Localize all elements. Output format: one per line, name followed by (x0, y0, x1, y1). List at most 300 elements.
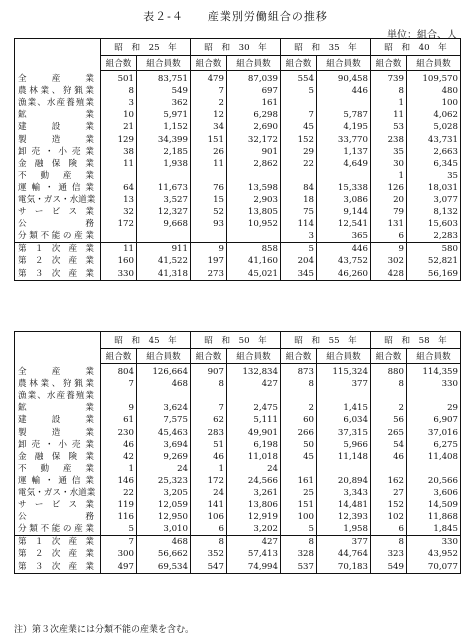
members-cell: 12,059 (137, 499, 191, 511)
members-cell: 1,938 (137, 158, 191, 170)
unions-cell: 230 (101, 426, 137, 438)
unions-cell: 302 (371, 255, 407, 267)
row-label: 製 造 業 (15, 133, 101, 145)
members-cell: 2,283 (407, 230, 461, 243)
unions-cell: 9 (101, 402, 137, 414)
members-cell: 12,919 (227, 511, 281, 523)
members-cell: 3,694 (137, 439, 191, 451)
members-cell: 34,399 (137, 133, 191, 145)
members-cell: 3,077 (407, 194, 461, 206)
unions-cell (191, 390, 227, 402)
unions-cell: 6 (191, 523, 227, 536)
unions-cell: 54 (371, 439, 407, 451)
members-cell: 697 (227, 85, 281, 97)
members-cell: 69,534 (137, 561, 191, 574)
members-cell: 6,198 (227, 439, 281, 451)
unions-cell (371, 390, 407, 402)
members-column-header: 組合員数 (407, 56, 461, 71)
table-row (15, 414, 461, 426)
members-cell (227, 230, 281, 243)
unions-cell: 46 (371, 451, 407, 463)
row-label: 建 設 業 (15, 121, 101, 133)
unions-cell: 330 (101, 268, 137, 281)
table-row (15, 487, 461, 499)
unions-cell: 8 (371, 378, 407, 390)
row-label: 不動産業 (15, 170, 101, 182)
members-column-header: 組合員数 (317, 56, 371, 71)
unions-cell: 11 (371, 109, 407, 121)
members-cell: 14,509 (407, 499, 461, 511)
members-cell: 549 (137, 85, 191, 97)
members-cell: 37,315 (317, 426, 371, 438)
members-column-header: 組合員数 (227, 56, 281, 71)
table-row (15, 243, 461, 256)
unions-cell: 152 (281, 133, 317, 145)
unions-cell: 5 (101, 523, 137, 536)
members-cell: 6,034 (317, 414, 371, 426)
table-row (15, 561, 461, 574)
members-cell: 57,413 (227, 548, 281, 560)
unions-cell: 45 (281, 121, 317, 133)
members-cell: 2,663 (407, 146, 461, 158)
members-cell: 56,662 (137, 548, 191, 560)
members-cell: 3,606 (407, 487, 461, 499)
row-label: 電気・ガス・水道業 (15, 487, 101, 499)
row-label: 卸売・小売業 (15, 146, 101, 158)
members-column-header: 組合員数 (317, 349, 371, 364)
unions-cell: 119 (101, 499, 137, 511)
unions-cell: 537 (281, 561, 317, 574)
row-label: 電気・ガス・水道業 (15, 194, 101, 206)
unions-column-header: 組合数 (281, 349, 317, 364)
members-cell: 70,183 (317, 561, 371, 574)
members-cell: 12,393 (317, 511, 371, 523)
members-cell: 45,463 (137, 426, 191, 438)
members-cell: 377 (317, 378, 371, 390)
row-label: 金融保険業 (15, 158, 101, 170)
unions-cell: 21 (101, 121, 137, 133)
data-table-upper (14, 38, 461, 281)
unions-cell: 30 (371, 158, 407, 170)
unions-cell: 345 (281, 268, 317, 281)
members-cell: 3,205 (137, 487, 191, 499)
row-label: 製 造 業 (15, 426, 101, 438)
members-cell: 1,415 (317, 402, 371, 414)
unions-cell: 323 (371, 548, 407, 560)
members-cell: 11,148 (317, 451, 371, 463)
unions-cell: 2 (191, 97, 227, 109)
unions-cell: 266 (281, 426, 317, 438)
row-label: 第２次産業 (15, 255, 101, 267)
members-cell: 2,185 (137, 146, 191, 158)
members-cell: 70,077 (407, 561, 461, 574)
period-header: 昭 和 45 年 (101, 332, 191, 349)
unions-cell: 547 (191, 561, 227, 574)
unions-cell: 1 (191, 463, 227, 475)
table-row (15, 170, 461, 182)
members-cell: 13,806 (227, 499, 281, 511)
table-row (15, 71, 461, 86)
unions-cell: 273 (191, 268, 227, 281)
unions-cell: 12 (191, 109, 227, 121)
members-cell: 25,323 (137, 475, 191, 487)
row-label: 全 産 業 (15, 364, 101, 379)
members-cell: 4,195 (317, 121, 371, 133)
unions-cell: 880 (371, 364, 407, 379)
row-label: 第３次産業 (15, 268, 101, 281)
table-row (15, 523, 461, 536)
unions-cell: 131 (371, 218, 407, 230)
row-label: サービス業 (15, 206, 101, 218)
members-cell: 5,111 (227, 414, 281, 426)
members-cell: 4,649 (317, 158, 371, 170)
members-cell: 24 (227, 463, 281, 475)
unions-cell: 238 (371, 133, 407, 145)
row-label: 鉱 業 (15, 109, 101, 121)
unions-cell: 3 (281, 230, 317, 243)
members-cell: 362 (137, 97, 191, 109)
members-cell: 45,021 (227, 268, 281, 281)
unions-cell: 45 (281, 451, 317, 463)
members-cell: 12,541 (317, 218, 371, 230)
unions-column-header: 組合数 (191, 56, 227, 71)
unions-cell: 300 (101, 548, 137, 560)
unions-cell: 873 (281, 364, 317, 379)
members-cell: 24,566 (227, 475, 281, 487)
members-cell: 2,690 (227, 121, 281, 133)
period-header: 昭 和 55 年 (281, 332, 371, 349)
unions-cell: 328 (281, 548, 317, 560)
unions-cell: 265 (371, 426, 407, 438)
members-cell: 43,731 (407, 133, 461, 145)
table-row (15, 390, 461, 402)
unions-cell: 38 (101, 146, 137, 158)
unions-cell: 102 (371, 511, 407, 523)
members-cell: 468 (137, 536, 191, 549)
unions-cell: 32 (101, 206, 137, 218)
unions-cell: 8 (371, 536, 407, 549)
unions-cell (281, 390, 317, 402)
unions-cell (191, 230, 227, 243)
row-label: 不動産業 (15, 463, 101, 475)
unit-label: 単位：組合、人 (387, 30, 457, 41)
members-cell: 330 (407, 536, 461, 549)
row-label: 公 務 (15, 511, 101, 523)
members-cell: 12,950 (137, 511, 191, 523)
unions-cell: 10 (101, 109, 137, 121)
members-cell: 32,172 (227, 133, 281, 145)
members-cell: 161 (227, 97, 281, 109)
row-label: 運輸・通信業 (15, 182, 101, 194)
unions-column-header: 組合数 (371, 349, 407, 364)
members-cell: 43,752 (317, 255, 371, 267)
members-cell: 49,901 (227, 426, 281, 438)
row-label: 第２次産業 (15, 548, 101, 560)
unions-cell: 146 (101, 475, 137, 487)
members-cell: 3,202 (227, 523, 281, 536)
members-cell: 56,169 (407, 268, 461, 281)
members-column-header: 組合員数 (407, 349, 461, 364)
unions-cell (281, 97, 317, 109)
members-cell (317, 170, 371, 182)
unions-cell: 64 (101, 182, 137, 194)
row-label: 鉱 業 (15, 402, 101, 414)
unions-cell: 141 (191, 499, 227, 511)
row-label: 農林業、狩猟業 (15, 85, 101, 97)
members-cell: 365 (317, 230, 371, 243)
unions-cell: 204 (281, 255, 317, 267)
unions-cell: 497 (101, 561, 137, 574)
members-cell (407, 390, 461, 402)
unions-cell: 151 (191, 133, 227, 145)
unions-cell: 8 (371, 85, 407, 97)
members-cell: 6,275 (407, 439, 461, 451)
unions-cell: 1 (371, 170, 407, 182)
members-cell: 2,862 (227, 158, 281, 170)
members-cell: 20,894 (317, 475, 371, 487)
unions-cell: 11 (191, 158, 227, 170)
members-cell: 580 (407, 243, 461, 256)
unions-cell: 20 (371, 194, 407, 206)
unions-cell: 11 (101, 243, 137, 256)
members-cell: 24 (137, 463, 191, 475)
unions-cell: 9 (371, 243, 407, 256)
unions-cell (371, 463, 407, 475)
header-corner (15, 39, 101, 71)
unions-cell (191, 170, 227, 182)
unions-cell: 5 (281, 243, 317, 256)
table-row (15, 475, 461, 487)
unions-cell (281, 170, 317, 182)
members-cell: 3,624 (137, 402, 191, 414)
members-cell: 44,764 (317, 548, 371, 560)
members-cell: 5,966 (317, 439, 371, 451)
members-cell: 29 (407, 402, 461, 414)
row-label: 分類不能の産業 (15, 230, 101, 243)
members-cell: 7,575 (137, 414, 191, 426)
row-label: 漁業、水産養殖業 (15, 97, 101, 109)
members-cell: 12,327 (137, 206, 191, 218)
members-cell (227, 390, 281, 402)
row-label: 運輸・通信業 (15, 475, 101, 487)
unions-cell: 8 (101, 85, 137, 97)
unions-cell: 907 (191, 364, 227, 379)
unions-cell (101, 390, 137, 402)
row-label: 漁業、水産養殖業 (15, 390, 101, 402)
members-column-header: 組合員数 (227, 349, 281, 364)
members-cell: 468 (137, 378, 191, 390)
members-cell: 10,952 (227, 218, 281, 230)
unions-cell: 549 (371, 561, 407, 574)
members-cell: 11,408 (407, 451, 461, 463)
members-cell: 5,028 (407, 121, 461, 133)
members-cell: 11,018 (227, 451, 281, 463)
members-cell: 41,160 (227, 255, 281, 267)
table-row (15, 97, 461, 109)
members-cell: 132,834 (227, 364, 281, 379)
unions-cell: 62 (191, 414, 227, 426)
unions-cell: 34 (191, 121, 227, 133)
unions-cell: 51 (191, 439, 227, 451)
unions-cell: 29 (281, 146, 317, 158)
period-header: 昭 和 58 年 (371, 332, 461, 349)
members-cell: 4,062 (407, 109, 461, 121)
period-header: 昭 和 25 年 (101, 39, 191, 56)
table-row (15, 85, 461, 97)
members-cell: 18,031 (407, 182, 461, 194)
unions-cell: 8 (281, 378, 317, 390)
members-cell: 2,475 (227, 402, 281, 414)
row-label: 第３次産業 (15, 561, 101, 574)
unions-cell: 114 (281, 218, 317, 230)
unions-cell: 7 (191, 85, 227, 97)
table-row (15, 206, 461, 218)
members-cell: 83,751 (137, 71, 191, 86)
table-row (15, 536, 461, 549)
table-row (15, 194, 461, 206)
unions-cell: 283 (191, 426, 227, 438)
unions-cell: 7 (101, 536, 137, 549)
unions-cell: 6 (371, 523, 407, 536)
table-row (15, 378, 461, 390)
unions-cell: 3 (101, 97, 137, 109)
unions-column-header: 組合数 (371, 56, 407, 71)
table-row (15, 146, 461, 158)
members-cell: 109,570 (407, 71, 461, 86)
table-row (15, 182, 461, 194)
members-cell (317, 97, 371, 109)
unions-cell: 52 (191, 206, 227, 218)
unions-cell: 129 (101, 133, 137, 145)
members-cell: 33,770 (317, 133, 371, 145)
unions-cell: 46 (101, 439, 137, 451)
unions-cell: 15 (191, 194, 227, 206)
unions-cell: 152 (371, 499, 407, 511)
members-column-header: 組合員数 (137, 349, 191, 364)
members-cell (317, 463, 371, 475)
row-label: 農林業、狩猟業 (15, 378, 101, 390)
members-cell: 15,603 (407, 218, 461, 230)
unions-cell: 501 (101, 71, 137, 86)
unions-cell: 50 (281, 439, 317, 451)
members-cell: 37,016 (407, 426, 461, 438)
unions-column-header: 組合数 (191, 349, 227, 364)
table-row (15, 463, 461, 475)
table-row (15, 511, 461, 523)
unions-cell: 352 (191, 548, 227, 560)
row-label: 公 務 (15, 218, 101, 230)
unions-cell: 160 (101, 255, 137, 267)
unions-cell: 84 (281, 182, 317, 194)
members-cell: 5,971 (137, 109, 191, 121)
members-cell: 100 (407, 97, 461, 109)
unions-column-header: 組合数 (101, 349, 137, 364)
row-label: 金融保険業 (15, 451, 101, 463)
period-header: 昭 和 30 年 (191, 39, 281, 56)
unions-cell: 22 (281, 158, 317, 170)
unions-cell: 100 (281, 511, 317, 523)
members-cell: 15,338 (317, 182, 371, 194)
unions-cell: 56 (371, 414, 407, 426)
members-cell: 5,787 (317, 109, 371, 121)
members-cell: 90,458 (317, 71, 371, 86)
table-row (15, 499, 461, 511)
members-cell: 1,137 (317, 146, 371, 158)
unions-cell: 804 (101, 364, 137, 379)
members-cell: 11,868 (407, 511, 461, 523)
unions-cell: 8 (191, 536, 227, 549)
members-cell: 9,269 (137, 451, 191, 463)
members-cell: 13,598 (227, 182, 281, 194)
members-cell: 330 (407, 378, 461, 390)
unions-cell: 106 (191, 511, 227, 523)
row-label: 卸売・小売業 (15, 439, 101, 451)
members-cell: 446 (317, 85, 371, 97)
members-cell: 858 (227, 243, 281, 256)
table-row (15, 109, 461, 121)
table-row (15, 218, 461, 230)
members-cell: 41,318 (137, 268, 191, 281)
members-cell: 427 (227, 536, 281, 549)
members-cell: 41,522 (137, 255, 191, 267)
members-cell: 74,994 (227, 561, 281, 574)
unions-cell: 35 (371, 146, 407, 158)
members-cell: 446 (317, 243, 371, 256)
unions-cell (101, 170, 137, 182)
members-cell: 8,132 (407, 206, 461, 218)
members-cell: 1,845 (407, 523, 461, 536)
members-cell: 115,324 (317, 364, 371, 379)
unions-column-header: 組合数 (101, 56, 137, 71)
unions-column-header: 組合数 (281, 56, 317, 71)
unions-cell: 24 (191, 487, 227, 499)
members-cell: 2,903 (227, 194, 281, 206)
row-label: 分類不能の産業 (15, 523, 101, 536)
members-cell: 6,907 (407, 414, 461, 426)
members-cell: 9,144 (317, 206, 371, 218)
unions-cell: 6 (371, 230, 407, 243)
members-cell: 3,527 (137, 194, 191, 206)
members-cell: 126,664 (137, 364, 191, 379)
header-corner (15, 332, 101, 364)
unions-cell: 1 (101, 463, 137, 475)
members-cell (137, 170, 191, 182)
row-label: サービス業 (15, 499, 101, 511)
unions-cell: 739 (371, 71, 407, 86)
table-row (15, 158, 461, 170)
unions-cell: 79 (371, 206, 407, 218)
unions-cell: 60 (281, 414, 317, 426)
members-cell: 3,010 (137, 523, 191, 536)
unions-cell: 197 (191, 255, 227, 267)
row-label: 建 設 業 (15, 414, 101, 426)
members-cell: 911 (137, 243, 191, 256)
unions-cell: 554 (281, 71, 317, 86)
unions-cell: 26 (191, 146, 227, 158)
members-cell: 114,359 (407, 364, 461, 379)
members-cell: 901 (227, 146, 281, 158)
unions-cell: 1 (371, 97, 407, 109)
unions-cell: 151 (281, 499, 317, 511)
unions-cell: 13 (101, 194, 137, 206)
members-cell: 43,952 (407, 548, 461, 560)
row-label: 全 産 業 (15, 71, 101, 86)
table-row (15, 121, 461, 133)
members-cell: 1,958 (317, 523, 371, 536)
unions-cell: 27 (371, 487, 407, 499)
period-header: 昭 和 35 年 (281, 39, 371, 56)
table-row (15, 230, 461, 243)
